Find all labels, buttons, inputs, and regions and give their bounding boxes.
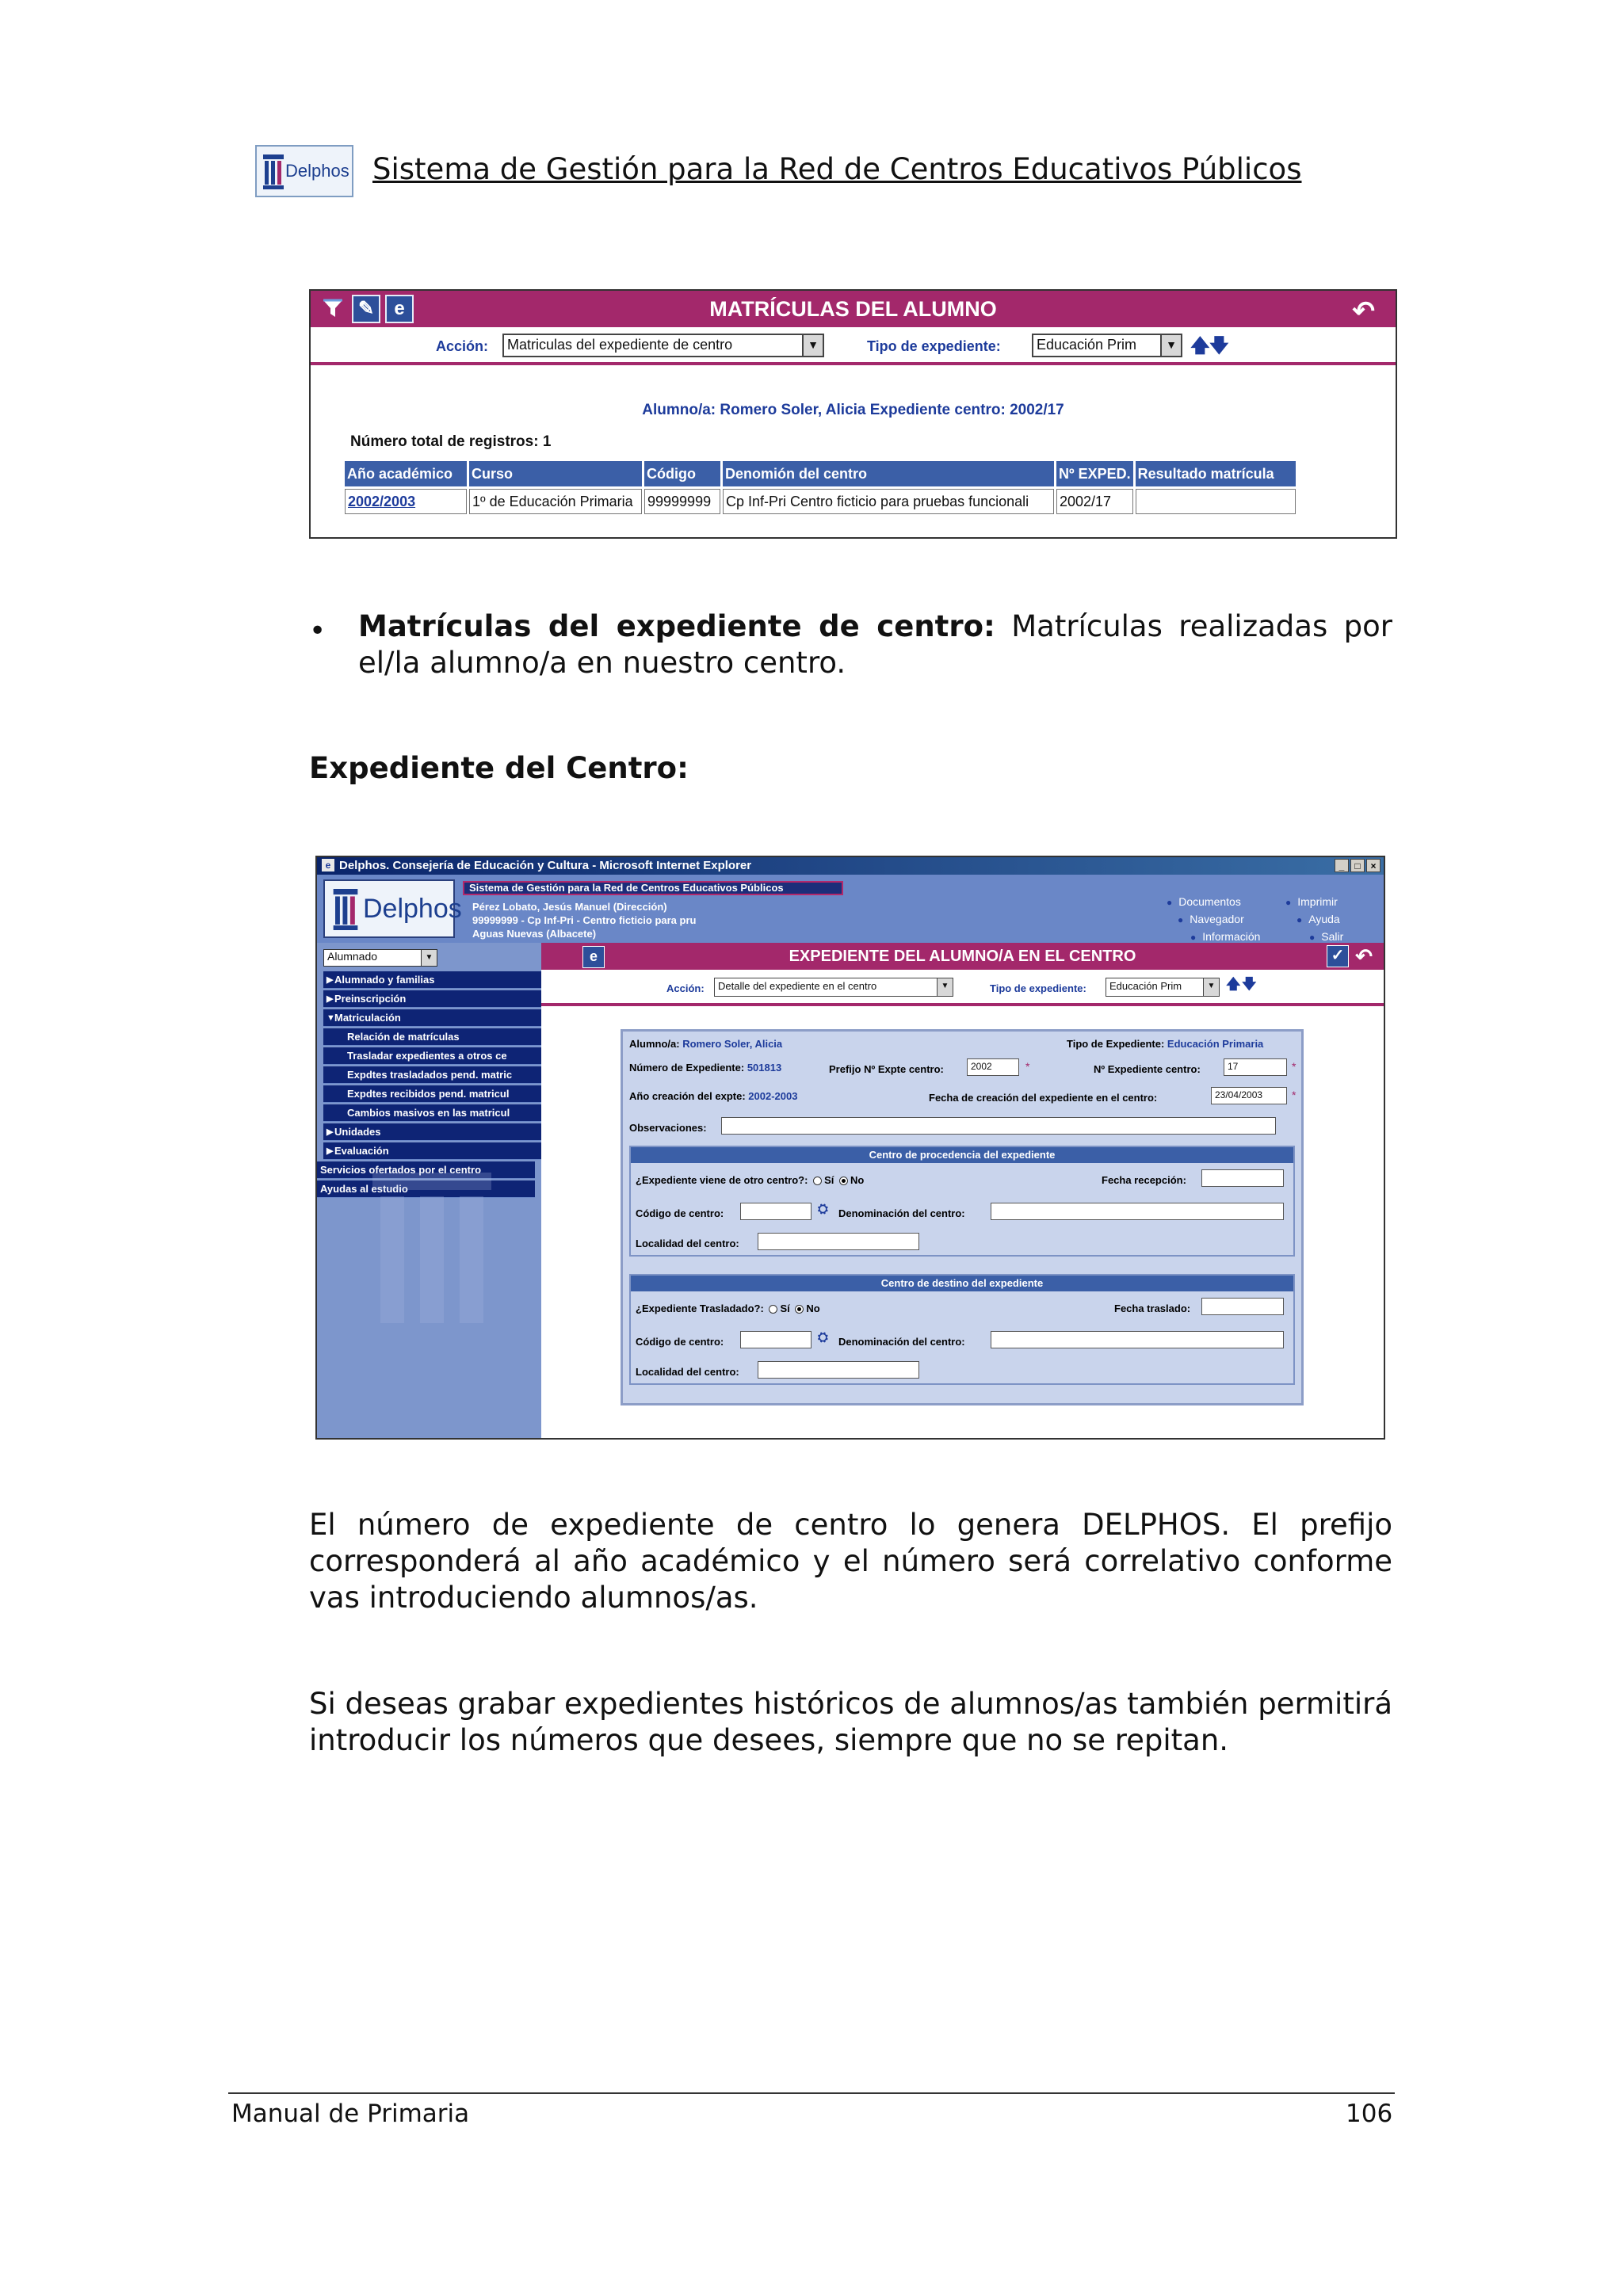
alumno-value: Romero Soler, Alicia [682, 1038, 783, 1050]
bullet-item [358, 608, 1392, 681]
codigo-input[interactable] [740, 1331, 812, 1348]
tipo-select-value: Educación Prim [1037, 337, 1137, 353]
trasladado-row [636, 1302, 820, 1314]
accion-select[interactable] [502, 334, 824, 357]
sidebar-item-label: Relación de matrículas [347, 1031, 460, 1043]
localidad-label: Localidad del centro: [636, 1366, 739, 1378]
fecha-traslado-input[interactable] [1201, 1298, 1284, 1315]
logo-text: Delphos [285, 161, 349, 181]
sidebar-item[interactable] [323, 1123, 541, 1141]
link-ayuda[interactable]: ● Ayuda [1296, 913, 1340, 925]
sidebar [317, 943, 541, 1440]
no-radio[interactable] [839, 1177, 848, 1185]
sidebar-item-label: Trasladar expedientes a otros ce [347, 1050, 507, 1062]
col-header: Código [644, 461, 720, 486]
table-cell [1136, 489, 1296, 514]
bullet-term: Matrículas del expediente de centro: [358, 609, 995, 643]
alumno-row [629, 1038, 782, 1050]
module-select-value: Alumnado [327, 950, 378, 963]
bullet-description: Matrículas realizadas por el/la alumno/a en nuestro centro. [358, 609, 1392, 680]
matriculas-title-bar [311, 291, 1396, 327]
col-header: Curso [469, 461, 642, 486]
page-header-title: Sistema de Gestión para la Red de Centros Educativos Públicos [372, 152, 1302, 186]
paragraph-numero-expediente: El número de expediente de centro lo genera DELPHOS. El prefijo corresponderá al año académico y el número será correlativo conforme vas introduciendo alumnos/as. [309, 1508, 1392, 1615]
num-exp-row [629, 1062, 781, 1074]
caret-right-icon: ▶ [327, 1146, 334, 1156]
nexp-centro-label: Nº Expediente centro: [1094, 1063, 1201, 1075]
section-heading: Expediente del Centro: [309, 751, 689, 785]
tipo-expediente-select[interactable] [1106, 978, 1220, 997]
link-salir[interactable]: ● Salir [1309, 930, 1343, 943]
table-cell: 99999999 [644, 489, 720, 514]
anio-value: 2002-2003 [748, 1090, 798, 1102]
sidebar-item-label: Cambios masivos en las matricul [347, 1107, 510, 1119]
no-label: No [806, 1302, 820, 1314]
user-name: Pérez Lobato, Jesús Manuel (Dirección) [472, 901, 667, 913]
matriculas-action-row [311, 327, 1396, 365]
edit-document-icon[interactable]: ✎ [352, 295, 380, 323]
localidad-input[interactable] [758, 1233, 919, 1250]
tipo-exp-value: Educación Primaria [1167, 1038, 1264, 1050]
arrow-down-icon[interactable]: 🡇 [1242, 976, 1257, 992]
user-location: Aguas Nuevas (Albacete) [472, 928, 597, 940]
col-header: Año académico [345, 461, 467, 486]
caret-right-icon: ▶ [327, 975, 334, 985]
tipo-expediente-label: Tipo de expediente: [990, 982, 1086, 994]
localidad-label: Localidad del centro: [636, 1238, 739, 1249]
viene-row [636, 1174, 864, 1186]
sidebar-item[interactable] [323, 1066, 541, 1084]
binoculars-icon[interactable]: ⛭ [818, 1331, 828, 1344]
page-number: 106 [1346, 2100, 1393, 2128]
caret-down-icon: ▼ [327, 1013, 335, 1023]
check-icon[interactable]: ✓ [1327, 945, 1349, 967]
col-header: Resultado matrícula [1136, 461, 1296, 486]
procedencia-panel [629, 1146, 1295, 1257]
watermark-columns-icon [372, 1173, 491, 1331]
binoculars-icon[interactable]: ⛭ [818, 1203, 828, 1216]
sidebar-item-label: Preinscripción [334, 993, 407, 1005]
sidebar-item-label: Expdtes trasladados pend. matric [347, 1069, 513, 1081]
sidebar-item-label: Matriculación [334, 1012, 401, 1024]
table-cell: 2002/17 [1056, 489, 1133, 514]
footer-title: Manual de Primaria [231, 2100, 470, 2128]
fecha-creacion-input[interactable]: 23/04/2003 [1211, 1087, 1287, 1104]
prefijo-label: Prefijo Nº Expte centro: [829, 1063, 944, 1075]
accion-select-value: Detalle del expediente en el centro [718, 980, 877, 992]
localidad-input[interactable] [758, 1361, 919, 1379]
viene-label: ¿Expediente viene de otro centro?: [636, 1174, 808, 1186]
num-exp-value: 501813 [747, 1062, 782, 1074]
matriculas-screenshot [309, 289, 1397, 539]
no-radio[interactable] [795, 1305, 804, 1314]
link-imprimir[interactable]: ● Imprimir [1285, 895, 1338, 908]
delphos-logo [323, 879, 462, 938]
si-radio[interactable] [769, 1305, 777, 1314]
denominacion-label: Denominación del centro: [838, 1336, 965, 1348]
student-summary: Alumno/a: Romero Soler, Alicia Expediente centro: 2002/17 [642, 402, 1064, 418]
minimize-icon[interactable]: _ [1335, 859, 1349, 872]
fecha-recepcion-input[interactable] [1201, 1169, 1284, 1187]
codigo-label: Código de centro: [636, 1207, 724, 1219]
fecha-traslado-label: Fecha traslado: [1114, 1302, 1191, 1314]
sidebar-item[interactable] [323, 1085, 541, 1103]
anio-academico-link[interactable]: 2002/2003 [345, 489, 467, 514]
window-title: Delphos. Consejería de Educación y Cultura - Microsoft Internet Explorer [339, 859, 752, 872]
paragraph-expedientes-historicos: Si deseas grabar expedientes históricos de alumnos/as también permitirá introducir los números que desees, siempre que no se repitan. [309, 1687, 1393, 1757]
sidebar-item-label: Servicios ofertados por el centro [320, 1164, 482, 1176]
num-exp-label: Número de Expediente: [629, 1062, 745, 1074]
matriculas-table [342, 459, 1298, 517]
columns-logo-icon [331, 889, 360, 930]
link-navegador[interactable]: ● Navegador [1178, 913, 1244, 925]
si-label: Sí [780, 1302, 790, 1314]
accion-label: Acción: [436, 338, 489, 354]
ie-icon: e [322, 859, 334, 871]
tipo-expediente-select[interactable] [1032, 334, 1182, 357]
footer-divider [228, 2092, 1395, 2094]
tipo-exp-label: Tipo de Expediente: [1067, 1038, 1165, 1050]
bullet-marker: • [309, 615, 327, 647]
caret-right-icon: ▶ [327, 1127, 334, 1137]
sidebar-item-label: Unidades [334, 1126, 381, 1138]
fecha-creacion-label: Fecha de creación del expediente en el centro: [929, 1092, 1158, 1104]
user-center: 99999999 - Cp Inf-Pri - Centro ficticio para pru [472, 914, 697, 926]
undo-icon[interactable]: ↶ [1355, 944, 1373, 968]
delphos-logo [255, 145, 353, 197]
module-select[interactable] [323, 949, 437, 967]
destino-panel [629, 1274, 1295, 1385]
tipo-select-value: Educación Prim [1109, 980, 1182, 992]
accion-select[interactable] [714, 978, 953, 997]
sidebar-item[interactable] [323, 1047, 541, 1065]
caret-right-icon: ▶ [327, 994, 334, 1004]
prefijo-input[interactable]: 2002 [967, 1058, 1019, 1076]
alumno-label: Alumno/a: [629, 1038, 680, 1050]
anio-label: Año creación del expte: [629, 1090, 746, 1102]
required-marker: * [1292, 1089, 1296, 1101]
sidebar-item[interactable] [323, 971, 541, 989]
observaciones-label: Observaciones: [629, 1122, 707, 1134]
trasladado-label: ¿Expediente Trasladado?: [636, 1302, 764, 1314]
table-cell: Cp Inf-Pri Centro ficticio para pruebas funcionali [723, 489, 1054, 514]
main-title: EXPEDIENTE DEL ALUMNO/A EN EL CENTRO [789, 948, 1136, 965]
table-cell: 1º de Educación Primaria [469, 489, 642, 514]
main-title-bar [541, 943, 1384, 970]
system-title: Sistema de Gestión para la Red de Centros Educativos Públicos [463, 881, 843, 895]
arrow-down-icon[interactable]: 🡇 [1209, 335, 1229, 357]
denominacion-input[interactable] [991, 1203, 1284, 1220]
si-label: Sí [824, 1174, 834, 1186]
link-informacion[interactable]: ● Información [1190, 930, 1260, 943]
sidebar-item[interactable] [323, 1009, 541, 1027]
total-records: Número total de registros: 1 [350, 433, 552, 450]
procedencia-title: Centro de procedencia del expediente [631, 1147, 1293, 1163]
codigo-label: Código de centro: [636, 1336, 724, 1348]
e-icon[interactable]: e [582, 946, 605, 968]
arrow-up-icon[interactable]: 🡅 [1190, 335, 1210, 357]
logo-text: Delphos [363, 894, 462, 924]
anio-row [629, 1090, 797, 1102]
accion-label: Acción: [666, 982, 705, 994]
sidebar-item[interactable] [323, 1028, 541, 1046]
sidebar-item-label: Expdtes recibidos pend. matricul [347, 1088, 510, 1100]
sidebar-item[interactable] [323, 1104, 541, 1122]
required-marker: * [1025, 1060, 1030, 1073]
fecha-recepcion-label: Fecha recepción: [1102, 1174, 1186, 1186]
tipo-expediente-label: Tipo de expediente: [867, 338, 1001, 354]
chevron-down-icon: ▼ [937, 978, 953, 996]
undo-icon[interactable]: ↶ [1352, 296, 1375, 326]
link-documentos[interactable]: ● Documentos [1167, 895, 1241, 908]
sidebar-item-label: Alumnado y familias [334, 974, 435, 986]
maximize-icon[interactable]: □ [1350, 859, 1365, 872]
chevron-down-icon: ▼ [1160, 335, 1181, 356]
expediente-screenshot [315, 856, 1385, 1440]
matriculas-title: MATRÍCULAS DEL ALUMNO [709, 297, 997, 321]
columns-logo-icon [263, 154, 284, 189]
e-icon[interactable]: e [385, 295, 414, 323]
action-row [541, 970, 1384, 1006]
chevron-down-icon: ▼ [421, 950, 437, 966]
accion-select-value: Matriculas del expediente de centro [507, 337, 733, 353]
col-header: Denomión del centro [723, 461, 1054, 486]
close-icon[interactable]: × [1366, 859, 1381, 872]
col-header: Nº EXPED. [1056, 461, 1133, 486]
arrow-up-icon[interactable]: 🡅 [1226, 976, 1241, 992]
nexp-centro-input[interactable]: 17 [1224, 1058, 1287, 1076]
denominacion-label: Denominación del centro: [838, 1207, 965, 1219]
denominacion-input[interactable] [991, 1331, 1284, 1348]
chevron-down-icon: ▼ [802, 335, 823, 356]
expediente-form [621, 1029, 1304, 1405]
sidebar-item-label: Evaluación [334, 1145, 389, 1157]
no-label: No [850, 1174, 865, 1186]
table-row [345, 489, 1296, 514]
sidebar-item[interactable] [323, 990, 541, 1008]
sidebar-item[interactable] [323, 1142, 541, 1160]
si-radio[interactable] [813, 1177, 822, 1185]
app-header [317, 875, 1384, 943]
sidebar-item-label: Ayudas al estudio [320, 1183, 408, 1195]
observaciones-input[interactable] [721, 1117, 1276, 1135]
tipo-exp-row [1067, 1038, 1263, 1050]
required-marker: * [1292, 1060, 1296, 1073]
chevron-down-icon: ▼ [1203, 978, 1219, 996]
codigo-input[interactable] [740, 1203, 812, 1220]
browser-title-bar [317, 857, 1384, 875]
destino-title: Centro de destino del expediente [631, 1276, 1293, 1291]
